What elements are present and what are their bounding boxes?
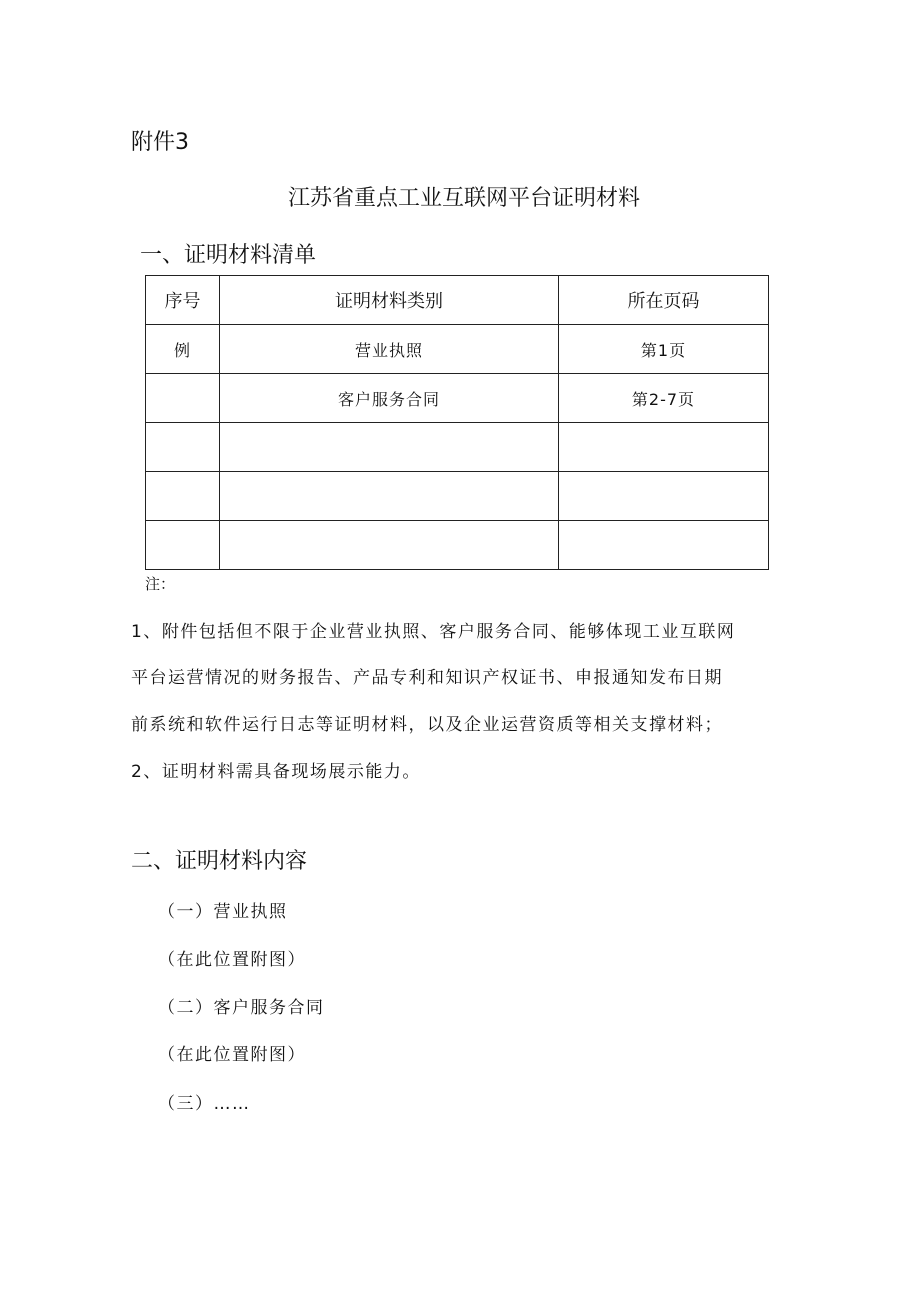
cell-index — [146, 423, 220, 472]
column-header-category: 证明材料类别 — [220, 276, 559, 325]
content-placeholder: （在此位置附图） — [158, 950, 306, 970]
attachment-label: 附件3 — [131, 130, 189, 155]
note-line: 平台运营情况的财务报告、产品专利和知识产权证书、申报通知发布日期 — [131, 668, 723, 688]
cell-page — [559, 472, 769, 521]
content-placeholder: （在此位置附图） — [158, 1045, 306, 1065]
section-2-heading: 二、证明材料内容 — [131, 849, 308, 874]
cell-category — [220, 423, 559, 472]
content-item: （一）营业执照 — [158, 902, 288, 922]
table-row — [146, 423, 769, 472]
column-header-index: 序号 — [146, 276, 220, 325]
cell-category: 营业执照 — [220, 325, 559, 374]
cell-index: 例 — [146, 325, 220, 374]
cell-index — [146, 472, 220, 521]
note-label: 注： — [145, 575, 176, 593]
table-row — [146, 521, 769, 570]
materials-list-table — [145, 275, 769, 570]
table-row — [146, 374, 769, 423]
note-line: 前系统和软件运行日志等证明材料，以及企业运营资质等相关支撑材料； — [131, 715, 723, 735]
table-header-row — [146, 276, 769, 325]
cell-page: 第2-7页 — [559, 374, 769, 423]
section-1-heading: 一、证明材料清单 — [140, 243, 317, 268]
column-header-page: 所在页码 — [559, 276, 769, 325]
cell-category — [220, 521, 559, 570]
cell-index — [146, 374, 220, 423]
cell-index — [146, 521, 220, 570]
cell-page — [559, 423, 769, 472]
note-line: 2、证明材料需具备现场展示能力。 — [131, 762, 421, 782]
document-title: 江苏省重点工业互联网平台证明材料 — [287, 186, 640, 211]
table-row — [146, 325, 769, 374]
cell-category — [220, 472, 559, 521]
content-item: （三）…… — [158, 1094, 251, 1114]
note-line: 1、附件包括但不限于企业营业执照、客户服务合同、能够体现工业互联网 — [131, 622, 736, 642]
cell-page — [559, 521, 769, 570]
table-row — [146, 472, 769, 521]
cell-category: 客户服务合同 — [220, 374, 559, 423]
content-item: （二）客户服务合同 — [158, 998, 325, 1018]
cell-page: 第1页 — [559, 325, 769, 374]
